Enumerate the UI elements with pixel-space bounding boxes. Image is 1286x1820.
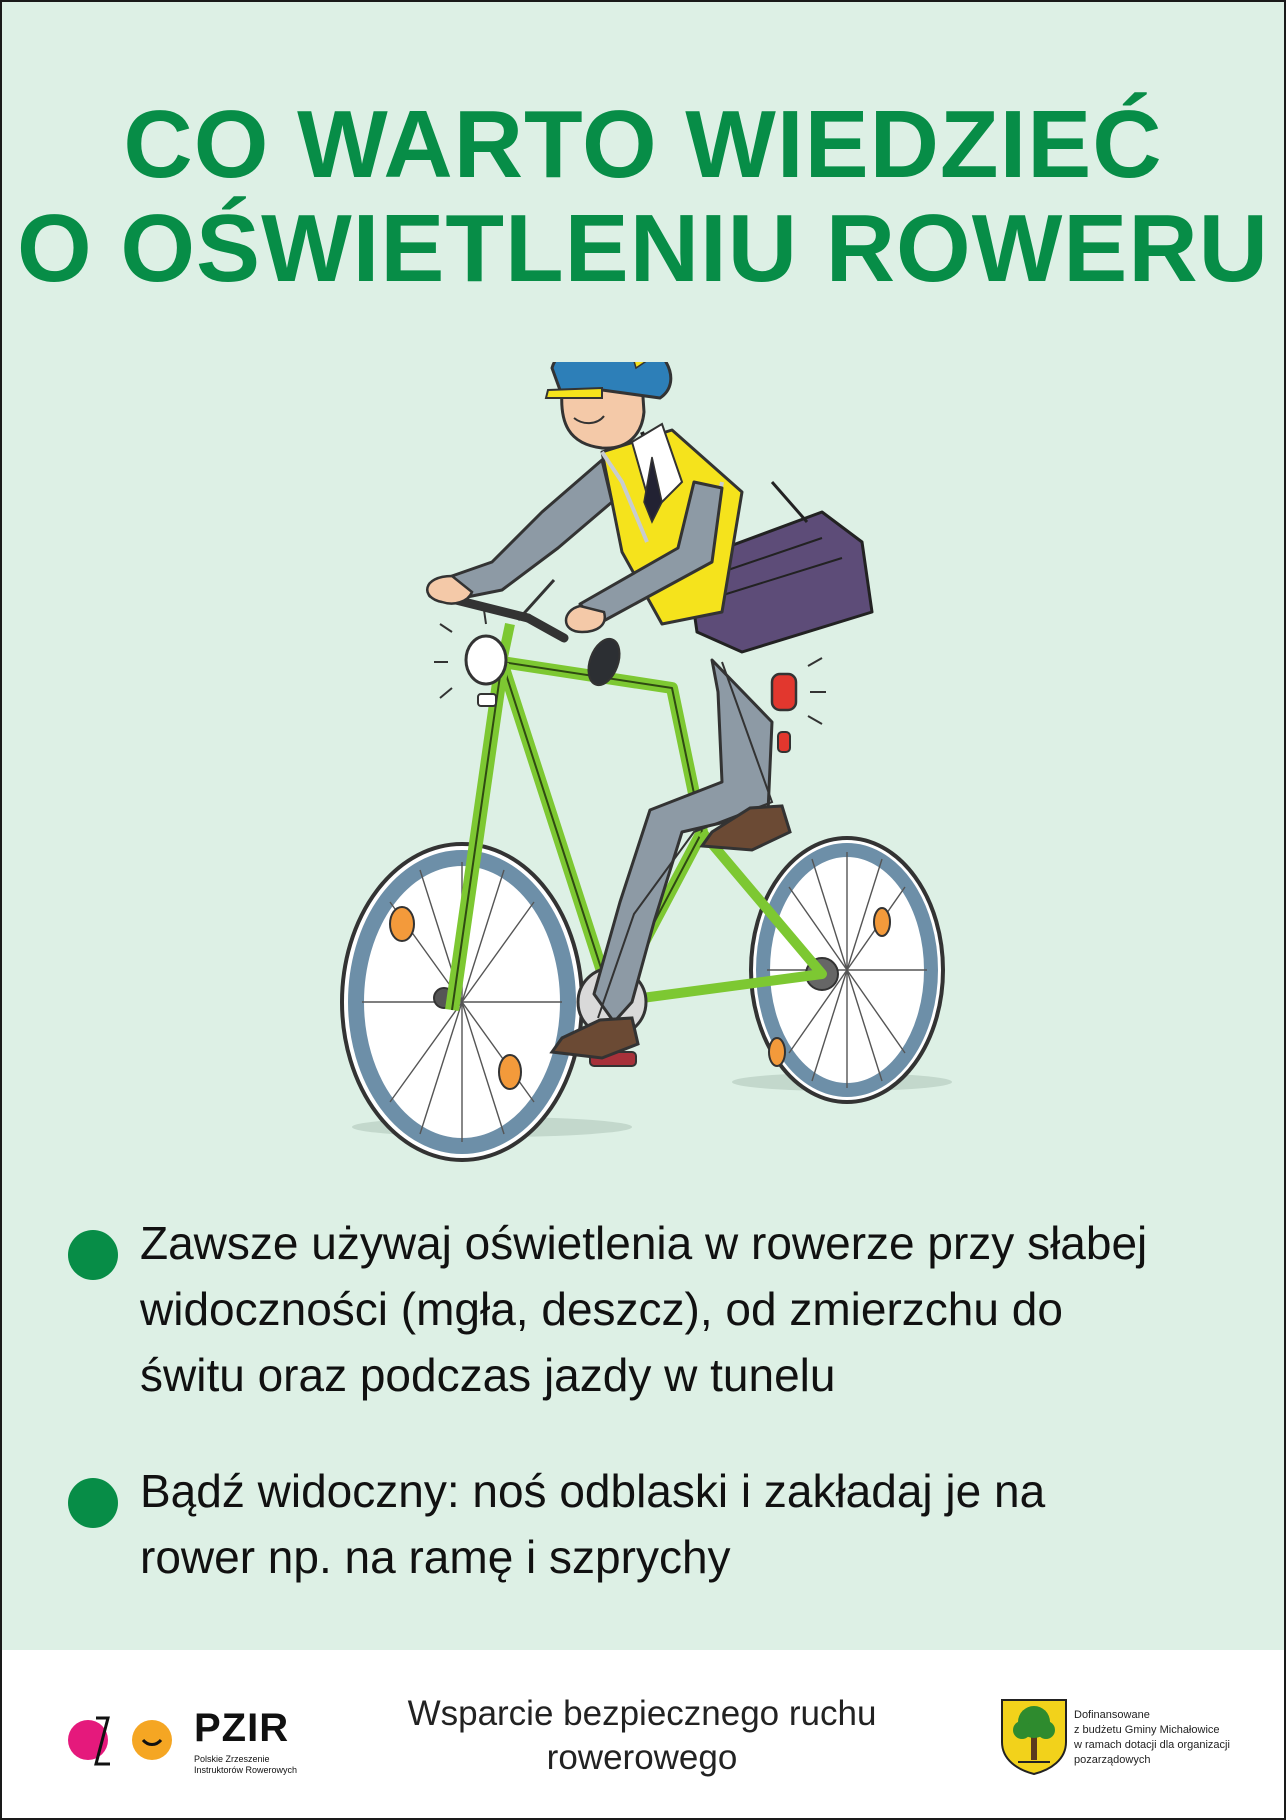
page-title-line-1: CO WARTO WIEDZIEĆ [123, 91, 1163, 198]
support-line: Wsparcie bezpiecznego ruchu [407, 1694, 877, 1733]
pzir-logo-mark [68, 1710, 178, 1770]
funding-line: w ramach dotacji dla organizacji [1074, 1739, 1230, 1751]
bullet-text [140, 1458, 1260, 1590]
footer [2, 1650, 1284, 1818]
funding-line: z budżetu Gminy Michałowice [1074, 1724, 1220, 1736]
pzir-logo [68, 1702, 318, 1782]
pzir-subtitle [194, 1754, 314, 1776]
rear-light [772, 658, 826, 752]
funding-line: pozarządowych [1074, 1754, 1151, 1766]
pzir-wordmark: PZIR [194, 1706, 290, 1750]
support-text [362, 1692, 922, 1780]
bullet-line: Bądź widoczny: noś odblaski i zakładaj je na [140, 1465, 1046, 1517]
funding-line: Dofinansowane [1074, 1709, 1150, 1721]
pzir-subtitle-line: Polskie Zrzeszenie [194, 1754, 270, 1764]
bullet-text [140, 1210, 1260, 1408]
bullet-line: rower np. na ramę i szprychy [140, 1531, 731, 1583]
pzir-subtitle-line: Instruktorów Rowerowych [194, 1765, 298, 1775]
page-title-line-2: O OŚWIETLENIU ROWERU [17, 195, 1269, 302]
bullet-dot [68, 1230, 118, 1280]
content-panel [2, 2, 1284, 1650]
bullet-line: Zawsze używaj oświetlenia w rowerze przy słabej [140, 1217, 1148, 1269]
gmina-crest-icon [998, 1696, 1070, 1776]
rear-wheel [751, 838, 943, 1102]
support-line: rowerowego [546, 1738, 738, 1777]
bullet-line: świtu oraz podczas jazdy w tunelu [140, 1349, 836, 1401]
bullet-line: widoczności (mgła, deszcz), od zmierzchu do [140, 1283, 1063, 1335]
funding-note [1074, 1708, 1254, 1768]
bullet-dot [68, 1478, 118, 1528]
cyclist-illustration [302, 362, 982, 1182]
